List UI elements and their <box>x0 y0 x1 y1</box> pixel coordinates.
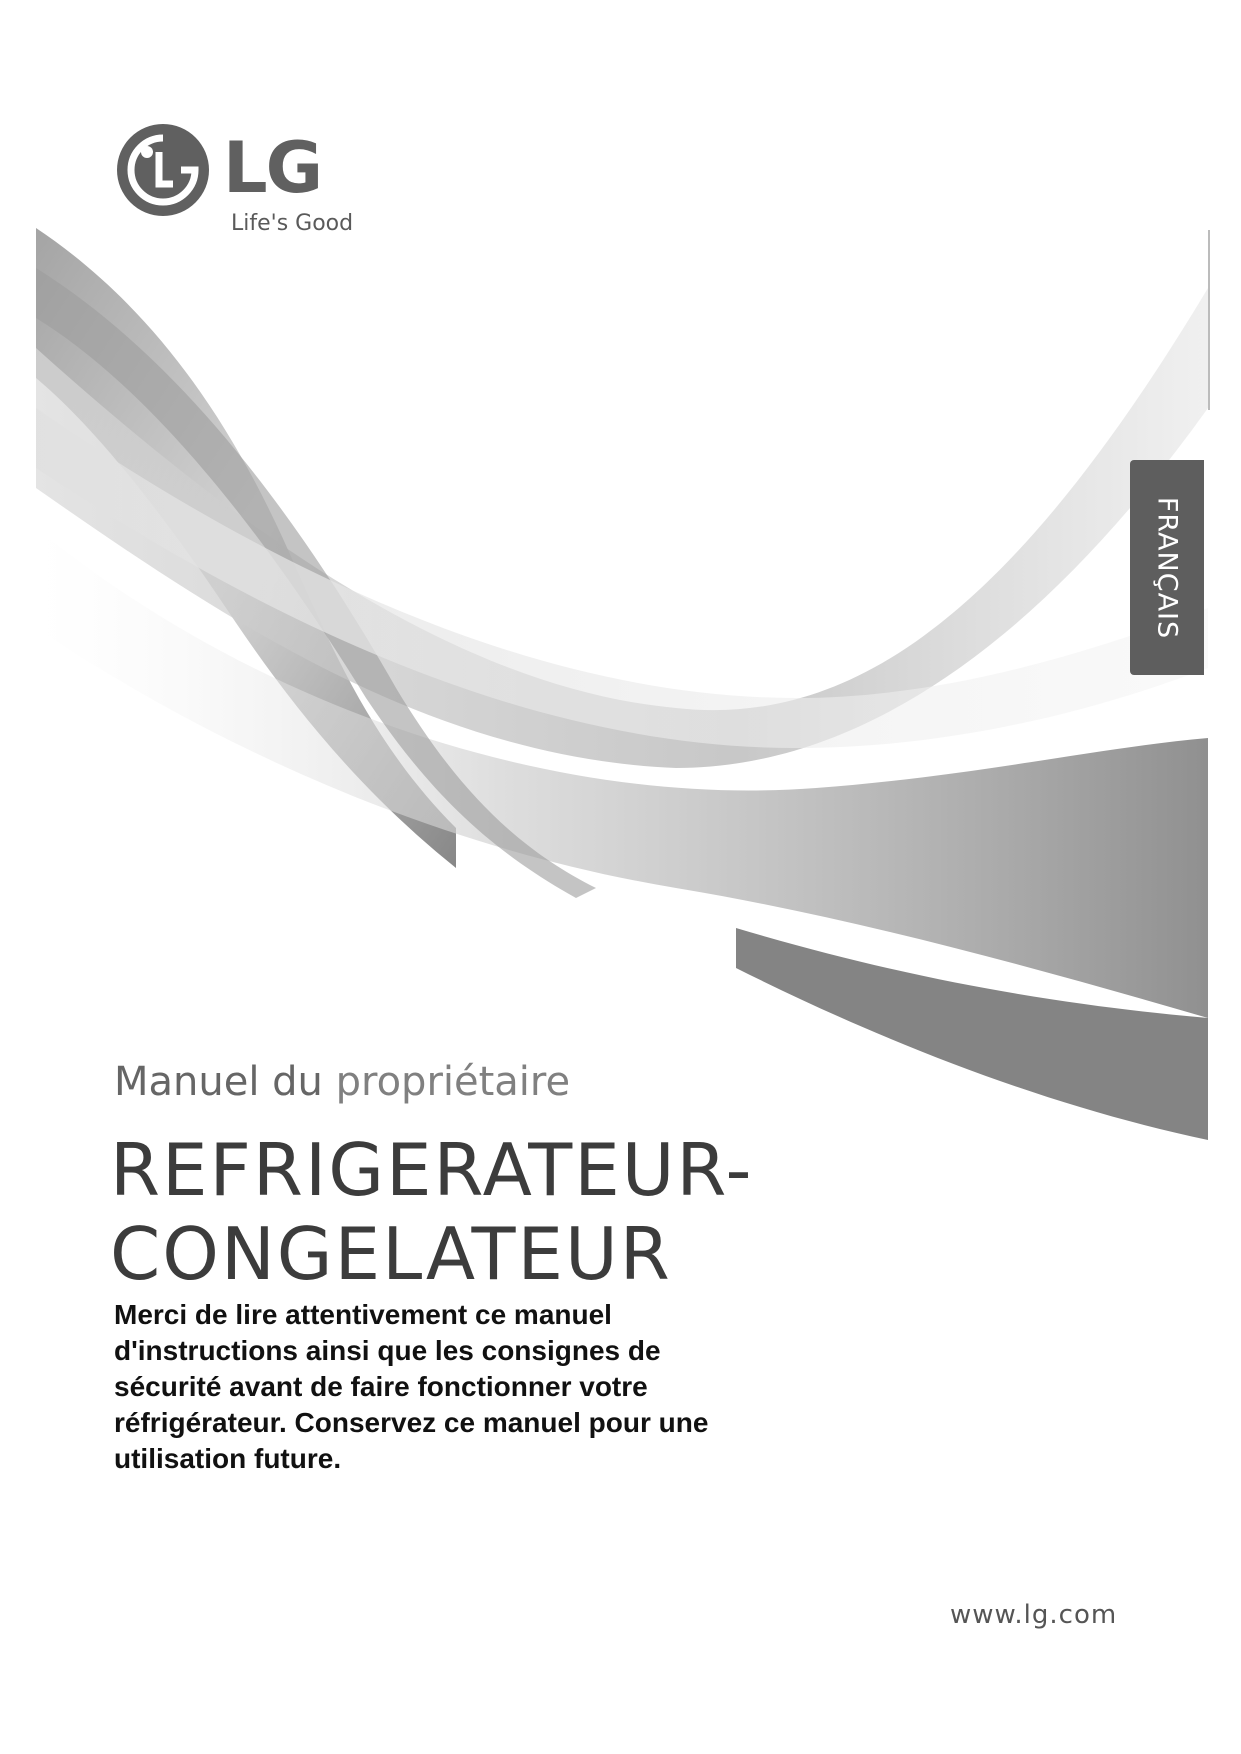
lg-tagline: Life's Good <box>231 211 354 236</box>
subtitle-bold: Manuel du <box>114 1059 323 1105</box>
product-title-line2: CONGELATEUR <box>110 1212 672 1296</box>
lg-face-logo-icon <box>115 122 211 218</box>
language-tab <box>1130 460 1204 675</box>
language-tab-label: FRANÇAIS <box>1151 496 1183 639</box>
silk-ribbon-illustration <box>36 228 1208 1140</box>
intro-paragraph: Merci de lire attentivement ce manuel d'instructions ainsi que les consignes de sécurité avant de faire fonctionner votre réfrigérateur. Conservez ce manuel pour une utilisation future. <box>114 1299 709 1474</box>
product-title-line1: REFRIGERATEUR- <box>110 1128 754 1212</box>
lg-logo <box>115 122 355 242</box>
lg-logo-wordmark: LG <box>223 127 322 209</box>
product-title <box>110 1128 754 1296</box>
website-link[interactable]: www.lg.com <box>950 1600 1118 1630</box>
page-edge-line <box>1208 230 1210 410</box>
manual-subtitle <box>114 1055 570 1109</box>
subtitle-light: propriétaire <box>335 1059 571 1105</box>
